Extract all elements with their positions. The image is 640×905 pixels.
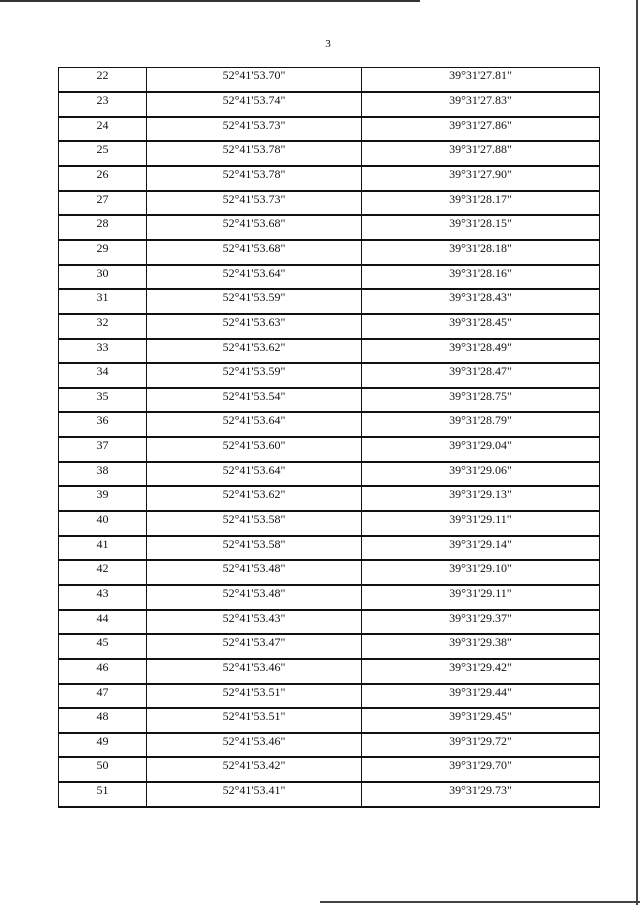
point-number-cell: 27	[59, 191, 147, 216]
latitude-cell: 52°41'53.48"	[147, 560, 362, 585]
point-number-cell: 45	[59, 634, 147, 659]
point-number-cell: 47	[59, 684, 147, 709]
longitude-cell: 39°31'29.73"	[362, 782, 600, 807]
longitude-cell: 39°31'29.06"	[362, 462, 600, 487]
table-row	[59, 684, 600, 709]
coordinates-table	[58, 67, 600, 808]
latitude-cell: 52°41'53.64"	[147, 412, 362, 437]
table-row	[59, 92, 600, 117]
latitude-cell: 52°41'53.47"	[147, 634, 362, 659]
point-number-cell: 31	[59, 289, 147, 314]
longitude-cell: 39°31'29.13"	[362, 486, 600, 511]
point-number-cell: 51	[59, 782, 147, 807]
latitude-cell: 52°41'53.73"	[147, 117, 362, 142]
point-number-cell: 22	[59, 68, 147, 93]
longitude-cell: 39°31'27.86"	[362, 117, 600, 142]
coordinates-table-body	[59, 68, 600, 807]
point-number-cell: 41	[59, 536, 147, 561]
point-number-cell: 49	[59, 733, 147, 758]
longitude-cell: 39°31'29.04"	[362, 437, 600, 462]
longitude-cell: 39°31'28.79"	[362, 412, 600, 437]
longitude-cell: 39°31'29.42"	[362, 659, 600, 684]
point-number-cell: 37	[59, 437, 147, 462]
longitude-cell: 39°31'29.11"	[362, 511, 600, 536]
point-number-cell: 48	[59, 708, 147, 733]
longitude-cell: 39°31'28.43"	[362, 289, 600, 314]
point-number-cell: 25	[59, 141, 147, 166]
scan-edge-bottom	[320, 901, 640, 903]
table-row	[59, 339, 600, 364]
point-number-cell: 26	[59, 166, 147, 191]
longitude-cell: 39°31'28.17"	[362, 191, 600, 216]
latitude-cell: 52°41'53.74"	[147, 92, 362, 117]
point-number-cell: 36	[59, 412, 147, 437]
table-row	[59, 659, 600, 684]
table-row	[59, 117, 600, 142]
point-number-cell: 50	[59, 757, 147, 782]
latitude-cell: 52°41'53.59"	[147, 363, 362, 388]
table-row	[59, 757, 600, 782]
latitude-cell: 52°41'53.58"	[147, 536, 362, 561]
table-row	[59, 437, 600, 462]
page-number: 3	[325, 38, 331, 50]
latitude-cell: 52°41'53.43"	[147, 610, 362, 635]
longitude-cell: 39°31'27.83"	[362, 92, 600, 117]
point-number-cell: 34	[59, 363, 147, 388]
longitude-cell: 39°31'29.14"	[362, 536, 600, 561]
longitude-cell: 39°31'29.44"	[362, 684, 600, 709]
latitude-cell: 52°41'53.63"	[147, 314, 362, 339]
table-row	[59, 289, 600, 314]
longitude-cell: 39°31'28.47"	[362, 363, 600, 388]
longitude-cell: 39°31'29.37"	[362, 610, 600, 635]
table-row	[59, 536, 600, 561]
longitude-cell: 39°31'27.88"	[362, 141, 600, 166]
table-row	[59, 511, 600, 536]
point-number-cell: 39	[59, 486, 147, 511]
longitude-cell: 39°31'28.18"	[362, 240, 600, 265]
point-number-cell: 29	[59, 240, 147, 265]
latitude-cell: 52°41'53.48"	[147, 585, 362, 610]
latitude-cell: 52°41'53.68"	[147, 240, 362, 265]
longitude-cell: 39°31'28.49"	[362, 339, 600, 364]
point-number-cell: 30	[59, 265, 147, 290]
table-row	[59, 610, 600, 635]
table-row	[59, 388, 600, 413]
latitude-cell: 52°41'53.46"	[147, 733, 362, 758]
latitude-cell: 52°41'53.73"	[147, 191, 362, 216]
table-row	[59, 782, 600, 807]
latitude-cell: 52°41'53.60"	[147, 437, 362, 462]
point-number-cell: 24	[59, 117, 147, 142]
point-number-cell: 38	[59, 462, 147, 487]
longitude-cell: 39°31'29.45"	[362, 708, 600, 733]
longitude-cell: 39°31'28.15"	[362, 215, 600, 240]
latitude-cell: 52°41'53.54"	[147, 388, 362, 413]
scan-edge-top	[0, 0, 420, 2]
point-number-cell: 23	[59, 92, 147, 117]
table-row	[59, 733, 600, 758]
latitude-cell: 52°41'53.58"	[147, 511, 362, 536]
longitude-cell: 39°31'27.90"	[362, 166, 600, 191]
longitude-cell: 39°31'29.10"	[362, 560, 600, 585]
latitude-cell: 52°41'53.41"	[147, 782, 362, 807]
latitude-cell: 52°41'53.70"	[147, 68, 362, 93]
latitude-cell: 52°41'53.46"	[147, 659, 362, 684]
table-row	[59, 141, 600, 166]
table-row	[59, 215, 600, 240]
point-number-cell: 43	[59, 585, 147, 610]
point-number-cell: 32	[59, 314, 147, 339]
point-number-cell: 28	[59, 215, 147, 240]
latitude-cell: 52°41'53.62"	[147, 486, 362, 511]
table-row	[59, 708, 600, 733]
table-row	[59, 314, 600, 339]
longitude-cell: 39°31'29.38"	[362, 634, 600, 659]
table-row	[59, 166, 600, 191]
latitude-cell: 52°41'53.78"	[147, 141, 362, 166]
table-row	[59, 412, 600, 437]
table-row	[59, 462, 600, 487]
longitude-cell: 39°31'29.11"	[362, 585, 600, 610]
table-row	[59, 265, 600, 290]
point-number-cell: 44	[59, 610, 147, 635]
point-number-cell: 40	[59, 511, 147, 536]
point-number-cell: 42	[59, 560, 147, 585]
point-number-cell: 46	[59, 659, 147, 684]
table-row	[59, 560, 600, 585]
latitude-cell: 52°41'53.78"	[147, 166, 362, 191]
latitude-cell: 52°41'53.68"	[147, 215, 362, 240]
longitude-cell: 39°31'27.81"	[362, 68, 600, 93]
longitude-cell: 39°31'29.70"	[362, 757, 600, 782]
latitude-cell: 52°41'53.64"	[147, 462, 362, 487]
latitude-cell: 52°41'53.42"	[147, 757, 362, 782]
latitude-cell: 52°41'53.62"	[147, 339, 362, 364]
table-row	[59, 240, 600, 265]
longitude-cell: 39°31'29.72"	[362, 733, 600, 758]
latitude-cell: 52°41'53.59"	[147, 289, 362, 314]
point-number-cell: 35	[59, 388, 147, 413]
table-row	[59, 486, 600, 511]
table-row	[59, 363, 600, 388]
latitude-cell: 52°41'53.51"	[147, 708, 362, 733]
table-row	[59, 585, 600, 610]
table-row	[59, 191, 600, 216]
longitude-cell: 39°31'28.75"	[362, 388, 600, 413]
table-row	[59, 634, 600, 659]
scan-edge-right	[636, 0, 638, 905]
point-number-cell: 33	[59, 339, 147, 364]
longitude-cell: 39°31'28.45"	[362, 314, 600, 339]
latitude-cell: 52°41'53.64"	[147, 265, 362, 290]
longitude-cell: 39°31'28.16"	[362, 265, 600, 290]
table-row	[59, 68, 600, 93]
latitude-cell: 52°41'53.51"	[147, 684, 362, 709]
